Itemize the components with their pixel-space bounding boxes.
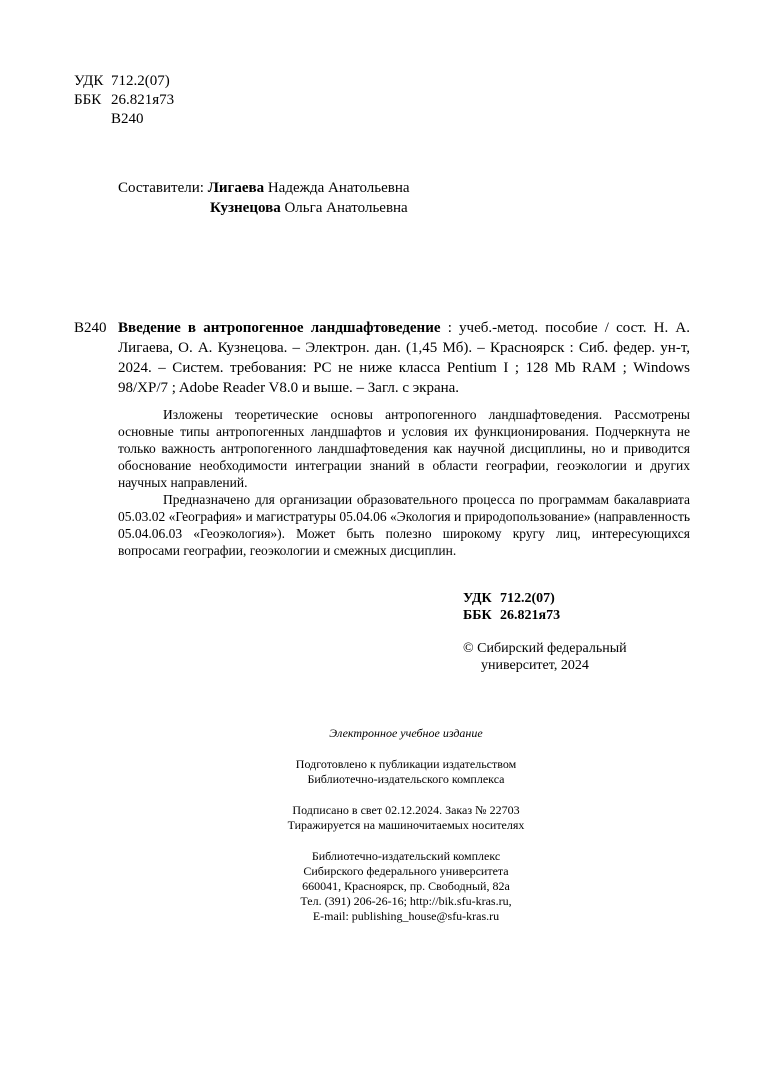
bib-details: : учеб.-метод. пособие / сост. Н. А. Лигаева, О. А. Кузнецова. – Электрон. дан. (1,45 Мб). – Красноярск : Сиб. федер. ун-т, 2024. – Систем. требования: PC не ниже класса Pentium I ; 128 Mb RAM ; Windows 98/XP/7 ; Adobe Reader V8.0 и выше. – Загл. с экрана.	[118, 320, 691, 396]
compiler-second-name: Ольга Анатольевна	[280, 200, 408, 216]
publisher-line: Сибирского федерального университета	[303, 864, 509, 878]
compiler-second	[118, 198, 410, 218]
compiler-first	[118, 178, 410, 198]
udk-row	[463, 590, 560, 607]
udk-label: УДК	[74, 73, 104, 89]
top-classification-codes	[74, 72, 174, 129]
abstract-paragraph: Изложены теоретические основы антропогенного ландшафтоведения. Рассмотрены основные типы антропогенных ландшафтов и условия их функционирования. Подчеркнута не только важность антропогенного ландшафтоведения как научной дисциплины, но и приводится обоснование необходимости интеграции знаний в области географии, геоэкологии и других научных направлений.	[118, 407, 690, 490]
author-mark: В240	[111, 111, 144, 127]
bbk-value: 26.821я73	[500, 608, 561, 623]
bbk-row	[463, 607, 560, 624]
copyright	[463, 640, 627, 674]
publisher-address: 660041, Красноярск, пр. Свободный, 82а	[302, 879, 510, 893]
bbk-label: ББК	[74, 92, 102, 108]
circulation-line: Тиражируется на машиночитаемых носителях	[287, 818, 525, 832]
udk-row	[74, 72, 174, 91]
bib-description	[118, 318, 690, 398]
publisher-email: E-mail: publishing_house@sfu-kras.ru	[312, 909, 500, 923]
bibliographic-record	[74, 318, 690, 398]
compiler-first-name: Надежда Анатольевна	[264, 180, 410, 196]
signed-line: Подписано в свет 02.12.2024. Заказ № 22703	[292, 803, 520, 817]
copyright-line: © Сибирский федеральный	[463, 641, 627, 656]
udk-label: УДК	[463, 591, 492, 606]
signing-info	[200, 803, 612, 833]
abstract	[118, 406, 690, 559]
udk-value: 712.2(07)	[500, 591, 555, 606]
copyright-line: университет, 2024	[481, 658, 589, 673]
publisher-phone: Тел. (391) 206-26-16; http://bik.sfu-kras.ru,	[300, 894, 512, 908]
bbk-label: ББК	[463, 608, 492, 623]
compilers-label: Составители:	[118, 180, 208, 196]
prepared-line: Подготовлено к публикации издательством	[295, 757, 517, 771]
edition-type: Электронное учебное издание	[329, 726, 483, 740]
bib-author-mark: В240	[74, 320, 107, 336]
publication-info	[200, 726, 612, 940]
compiler-second-surname: Кузнецова	[210, 200, 281, 216]
bottom-classification-codes	[463, 590, 560, 624]
publisher-line: Библиотечно-издательский комплекс	[311, 849, 501, 863]
book-title: Введение в антропогенное ландшафтоведение	[118, 320, 441, 336]
bbk-row	[74, 91, 174, 110]
compilers-block	[118, 178, 410, 218]
bbk-value: 26.821я73	[111, 92, 175, 108]
prepared-line: Библиотечно-издательского комплекса	[307, 772, 505, 786]
compiler-first-surname: Лигаева	[207, 180, 265, 196]
publisher-contacts	[200, 849, 612, 924]
prepared-by	[200, 757, 612, 787]
abstract-paragraph: Предназначено для организации образовательного процесса по программам бакалавриата 05.03.02 «География» и магистратуры 05.04.06 «Экология и природопользование» (направленность 05.04.06.03 «Геоэкология»). Может быть полезно широкому кругу лиц, интересующихся вопросами географии, геоэкологии и смежных дисциплин.	[118, 492, 690, 558]
udk-value: 712.2(07)	[111, 73, 170, 89]
